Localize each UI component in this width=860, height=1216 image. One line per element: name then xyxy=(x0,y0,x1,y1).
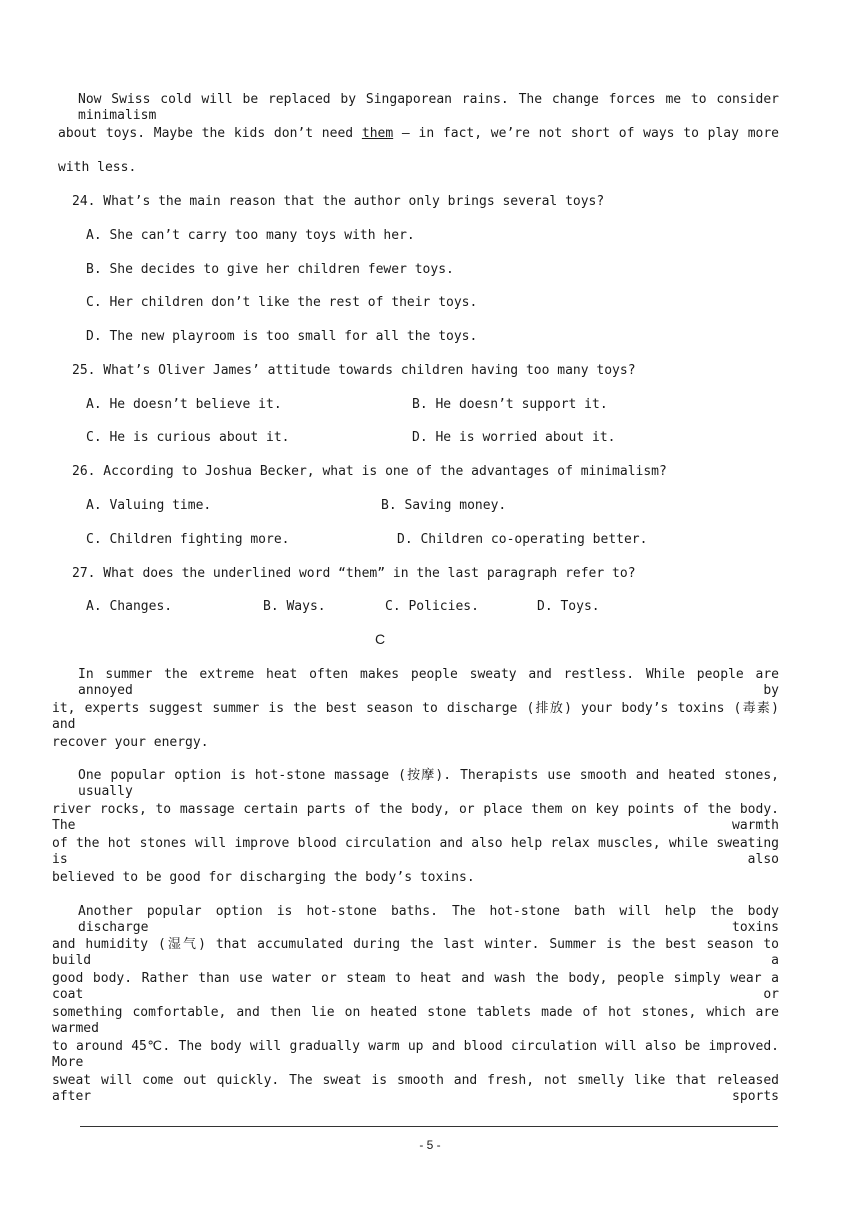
question-24-option-b: B. She decides to give her children fewer toys. xyxy=(86,262,454,277)
question-26-stem: 26. According to Joshua Becker, what is one of the advantages of minimalism? xyxy=(72,464,667,479)
question-25-option-a: A. He doesn’t believe it. xyxy=(86,397,282,412)
question-27-stem: 27. What does the underlined word “them” in the last paragraph refer to? xyxy=(72,566,636,581)
question-24-option-d: D. The new playroom is too small for all the toys. xyxy=(86,329,478,344)
passage-c-p2-line-1: One popular option is hot-stone massage (按摩). Therapists use smooth and heated stones, usually xyxy=(78,768,779,799)
passage-c-p2-line-3: of the hot stones will improve blood circulation and also help relax muscles, while sweating is also xyxy=(52,836,779,867)
passage-c-p3-line-1: Another popular option is hot-stone baths. The hot-stone bath will help the body discharge toxins xyxy=(78,904,779,935)
question-26-option-a: A. Valuing time. xyxy=(86,498,212,513)
question-26-option-b: B. Saving money. xyxy=(381,498,507,513)
intro-line-3: with less. xyxy=(58,160,137,175)
passage-c-p3-line-5: to around 45℃. The body will gradually warm up and blood circulation will also be improved. More xyxy=(52,1039,779,1070)
question-27-option-d: D. Toys. xyxy=(537,599,600,614)
question-26-option-d: D. Children co-operating better. xyxy=(397,532,648,547)
question-25-option-b: B. He doesn’t support it. xyxy=(412,397,608,412)
section-heading: C xyxy=(374,631,386,647)
question-27-option-c: C. Policies. xyxy=(385,599,479,614)
passage-c-p2-line-2: river rocks, to massage certain parts of the body, or place them on key points of the body. The warmth xyxy=(52,802,779,833)
passage-c-p1-line-2: it, experts suggest summer is the best season to discharge (排放) your body’s toxins (毒素) and xyxy=(52,701,779,732)
passage-c-p2-line-4: believed to be good for discharging the body’s toxins. xyxy=(52,870,475,885)
intro-line-2 xyxy=(58,126,779,142)
question-27-option-a: A. Changes. xyxy=(86,599,173,614)
underlined-word: them xyxy=(361,126,394,141)
footer-divider xyxy=(80,1126,778,1127)
passage-c-p1-line-1: In summer the extreme heat often makes people sweaty and restless. While people are annoyed by xyxy=(78,667,779,698)
intro-line-1: Now Swiss cold will be replaced by Singaporean rains. The change forces me to consider minimalism xyxy=(78,92,779,123)
question-25-stem: 25. What’s Oliver James’ attitude towards children having too many toys? xyxy=(72,363,636,378)
question-25-option-c: C. He is curious about it. xyxy=(86,430,290,445)
question-24-option-c: C. Her children don’t like the rest of their toys. xyxy=(86,295,478,310)
passage-c-p3-line-2: and humidity (湿气) that accumulated during the last winter. Summer is the best season to build a xyxy=(52,937,779,968)
passage-c-p1-line-3: recover your energy. xyxy=(52,735,209,750)
passage-c-p3-line-6: sweat will come out quickly. The sweat is smooth and fresh, not smelly like that released after sports xyxy=(52,1073,779,1104)
page-number: - 5 - xyxy=(419,1138,441,1152)
intro-line-2-pre: about toys. Maybe the kids don’t need xyxy=(58,126,362,141)
passage-c-p3-line-4: something comfortable, and then lie on heated stone tablets made of hot stones, which are warmed xyxy=(52,1005,779,1036)
question-26-option-c: C. Children fighting more. xyxy=(86,532,290,547)
question-24-stem: 24. What’s the main reason that the author only brings several toys? xyxy=(72,194,605,209)
question-27-option-b: B. Ways. xyxy=(263,599,326,614)
intro-line-2-post: — in fact, we’re not short of ways to play more xyxy=(393,126,779,141)
question-24-option-a: A. She can’t carry too many toys with her. xyxy=(86,228,415,243)
question-25-option-d: D. He is worried about it. xyxy=(412,430,616,445)
passage-c-p3-line-3: good body. Rather than use water or steam to heat and wash the body, people simply wear a coat or xyxy=(52,971,779,1002)
